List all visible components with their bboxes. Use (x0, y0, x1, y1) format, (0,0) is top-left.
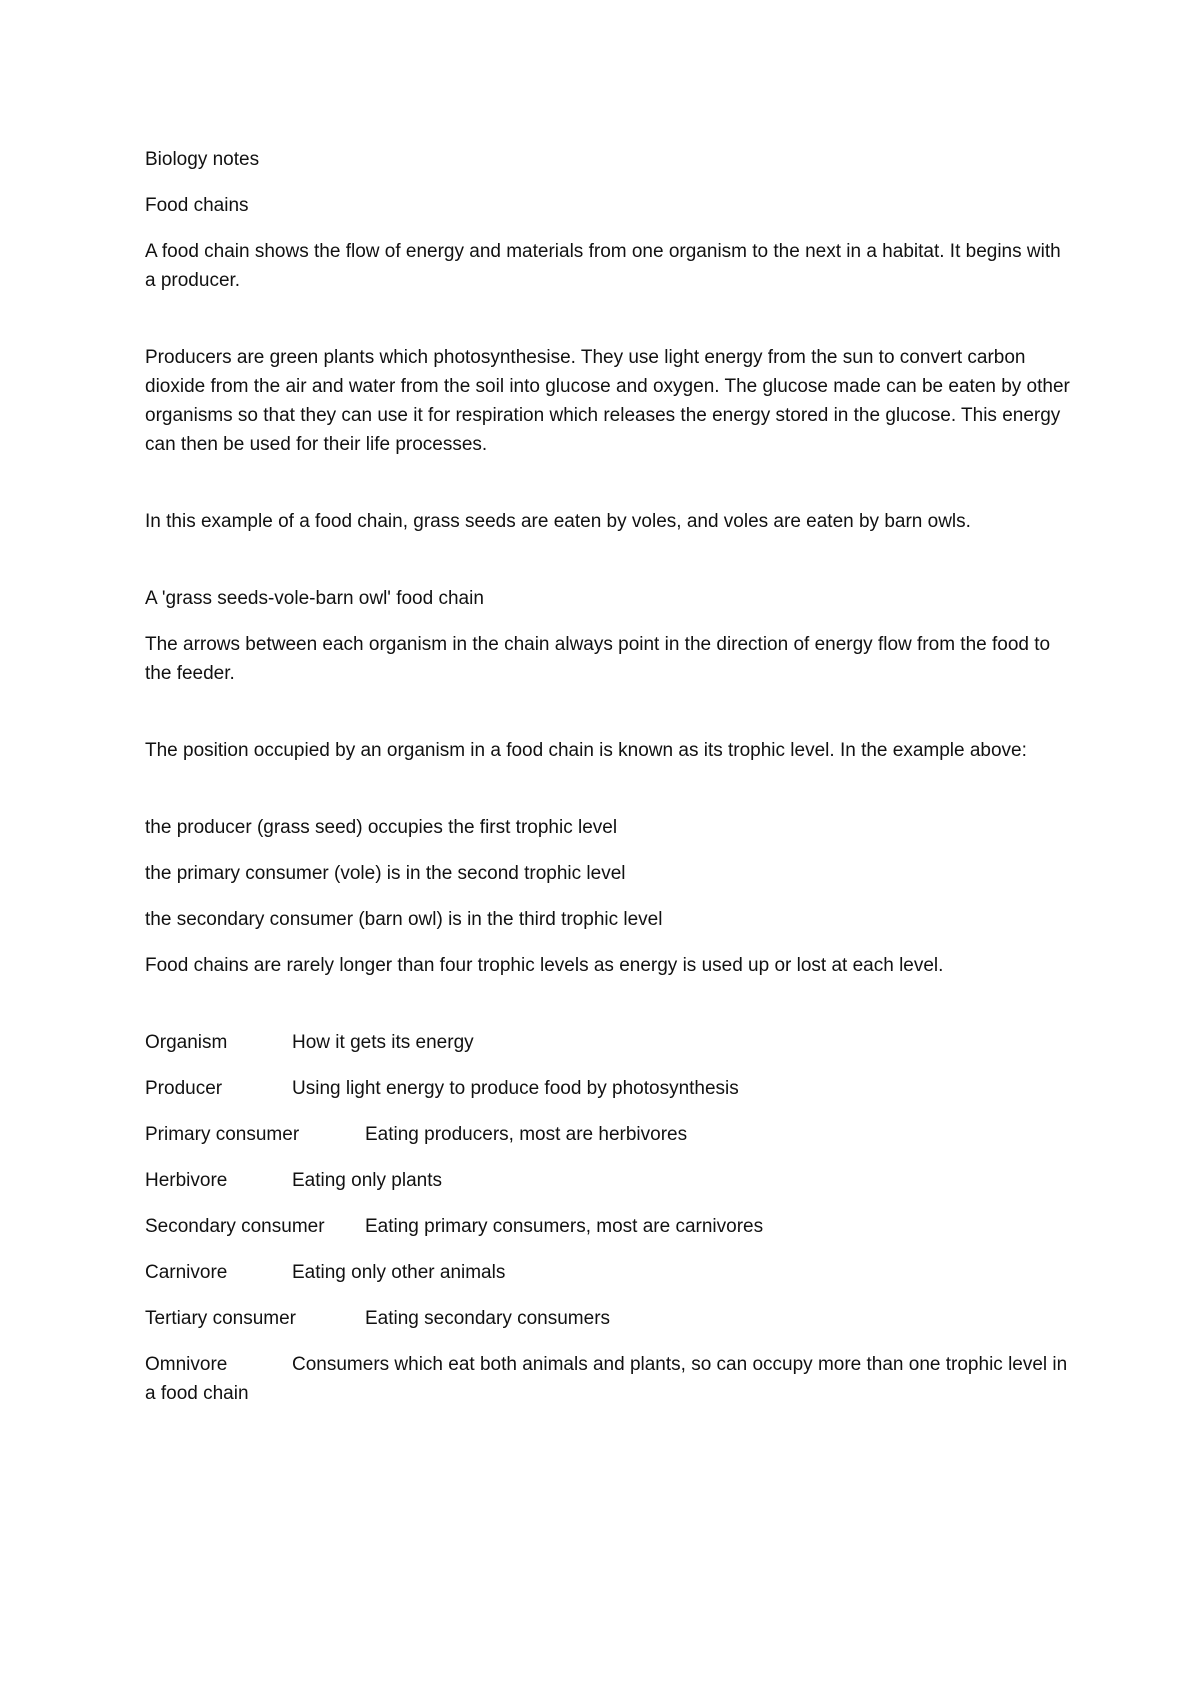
table-cell-term: Primary consumer (145, 1124, 300, 1145)
paragraph-intro: A food chain shows the flow of energy and materials from one organism to the next in a habitat. It begins with a producer. (145, 241, 1061, 291)
food-chain-caption: A 'grass seeds-vole-barn owl' food chain (145, 588, 484, 609)
table-cell-term: Herbivore (145, 1170, 228, 1191)
table-row (145, 1212, 1075, 1241)
table-cell-desc: Consumers which eat both animals and plants, so can occupy more than one trophic level in a food chain (145, 1354, 1068, 1404)
paragraph-trophic: The position occupied by an organism in a food chain is known as its trophic level. In the example above: (145, 740, 1027, 761)
table-cell-term: Omnivore (145, 1354, 228, 1375)
paragraph-producers: Producers are green plants which photosynthesise. They use light energy from the sun to convert carbon dioxide from the air and water from the soil into glucose and oxygen. The glucose made can be eaten by other organisms so that they can use it for respiration which releases the energy stored in the glucose. This energy can then be used for their life processes. (145, 347, 1070, 455)
section-heading: Food chains (145, 195, 249, 216)
table-cell-desc: Eating producers, most are herbivores (365, 1124, 688, 1145)
table-cell-term: Producer (145, 1078, 223, 1099)
table-cell-desc: Eating only plants (292, 1170, 442, 1191)
table-row (145, 1074, 1075, 1103)
list-item: the producer (grass seed) occupies the first trophic level (145, 817, 618, 838)
list-item: the primary consumer (vole) is in the second trophic level (145, 863, 626, 884)
table-row (145, 1166, 1075, 1195)
document-body (145, 145, 1075, 1408)
table-row (145, 1258, 1075, 1287)
table-cell-desc: Eating secondary consumers (365, 1308, 611, 1329)
paragraph-arrows: The arrows between each organism in the chain always point in the direction of energy flow from the food to the feeder. (145, 634, 1051, 684)
table-cell-term: Secondary consumer (145, 1216, 325, 1237)
document-title: Biology notes (145, 149, 260, 170)
table-row (145, 1350, 1075, 1408)
table-cell-desc: Eating primary consumers, most are carnivores (365, 1216, 764, 1237)
table-row (145, 1028, 1075, 1057)
table-cell-term: Tertiary consumer (145, 1308, 296, 1329)
paragraph-levels: Food chains are rarely longer than four trophic levels as energy is used up or lost at each level. (145, 955, 944, 976)
table-row (145, 1120, 1075, 1149)
list-item: the secondary consumer (barn owl) is in the third trophic level (145, 909, 663, 930)
table-cell-term: Organism (145, 1032, 228, 1053)
table-row (145, 1304, 1075, 1333)
organism-table (145, 1028, 1075, 1408)
table-cell-desc: How it gets its energy (292, 1032, 474, 1053)
table-cell-term: Carnivore (145, 1262, 228, 1283)
table-cell-desc: Eating only other animals (292, 1262, 506, 1283)
table-cell-desc: Using light energy to produce food by photosynthesis (292, 1078, 739, 1099)
paragraph-example: In this example of a food chain, grass seeds are eaten by voles, and voles are eaten by barn owls. (145, 511, 971, 532)
